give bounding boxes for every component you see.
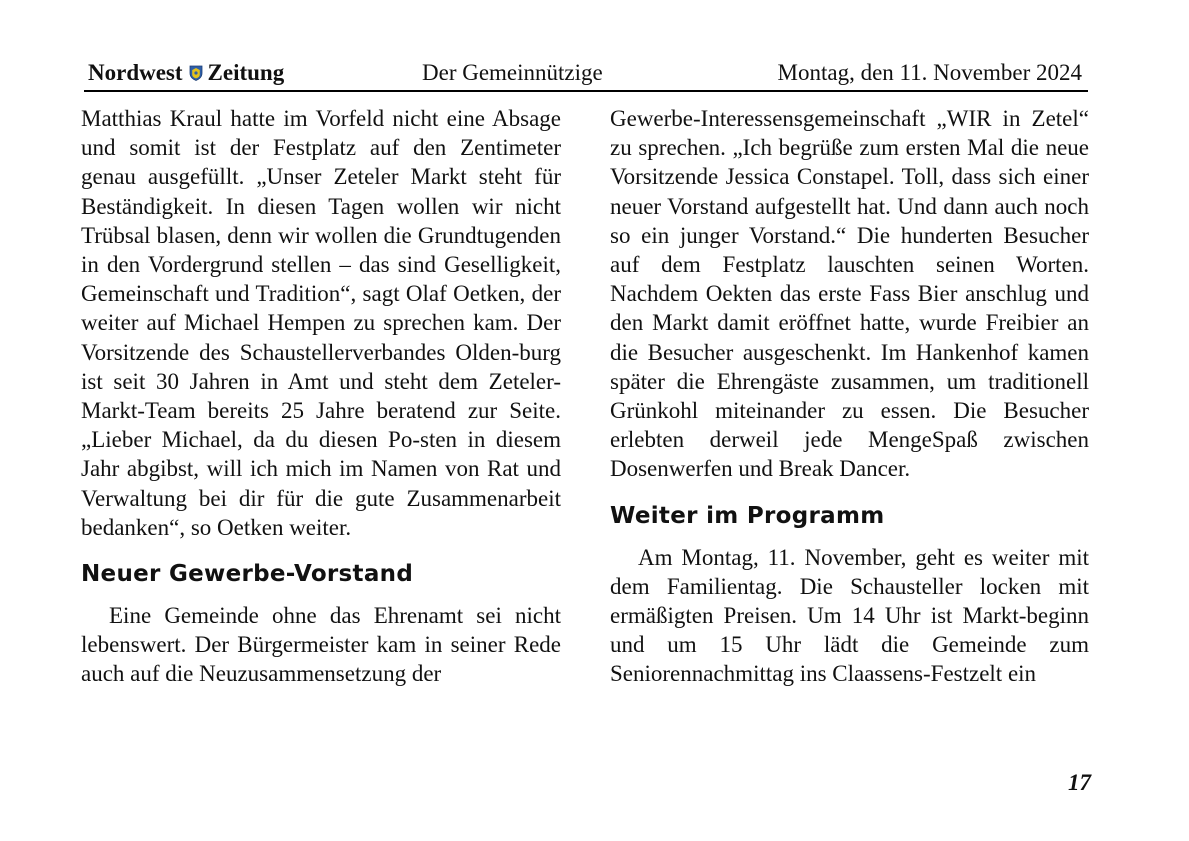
coat-of-arms-icon bbox=[189, 65, 203, 81]
section-title: Der Gemeinnützige bbox=[422, 60, 603, 85]
masthead bbox=[88, 60, 284, 86]
masthead-name-part2: Zeitung bbox=[207, 60, 285, 85]
article-paragraph: Am Montag, 11. November, geht es weiter mit dem Familientag. Die Schausteller locken mit ermäßigten Preisen. Um 14 Uhr ist Markt-beginn und um 15 Uhr lädt die Gemeinde zum Seniorennachmittag ins Claassens-Festzelt ein bbox=[610, 544, 1089, 687]
section-heading: Weiter im Programm bbox=[610, 502, 885, 529]
page-number: 17 bbox=[1068, 770, 1091, 795]
page-header bbox=[84, 56, 1088, 92]
masthead-name-part1: Nordwest bbox=[88, 60, 183, 85]
left-column bbox=[81, 104, 561, 689]
issue-date: Montag, den 11. November 2024 bbox=[777, 60, 1082, 85]
article-paragraph: Matthias Kraul hatte im Vorfeld nicht eine Absage und somit ist der Festplatz auf den Zentimeter genau ausgefüllt. „Unser Zeteler Markt steht für Beständigkeit. In diesen Tagen wollen wir nicht Trübsal blasen, denn wir wollen die Grundtugenden in den Vordergrund stellen – das sind Geselligkeit, Gemeinschaft und Tradition“, sagt Olaf Oetken, der weiter auf Michael Hempen zu sprechen kam. Der Vorsitzende des Schaustellerverbandes Olden-burg ist seit 30 Jahren in Amt und steht dem Zeteler-Markt-Team bereits 25 Jahre beratend zur Seite. „Lieber Michael, da du diesen Po-sten in diesem Jahr abgibst, will ich mich im Namen von Rat und Verwaltung bei dir für die gute Zusammenarbeit bedanken“, so Oetken weiter. bbox=[81, 106, 561, 540]
article-paragraph: Gewerbe-Interessensgemeinschaft „WIR in Zetel“ zu sprechen. „Ich begrüße zum ersten Mal die neue Vorsitzende Jessica Constapel. Toll, dass sich einer neuer Vorstand aufgestellt hat. Und dann auch noch so ein junger Vorstand.“ Die hunderten Besucher auf dem Festplatz lauschten seinen Worten. Nachdem Oekten das erste Fass Bier anschlug und den Markt damit eröffnet hatte, wurde Freibier an die Besucher ausgeschenkt. Im Hankenhof kamen später die Ehrengäste zusammen, um traditionell Grünkohl miteinander zu essen. Die Besucher erlebten derweil jede MengeSpaß zwischen Dosenwerfen und Break Dancer. bbox=[610, 106, 1089, 482]
article-paragraph: Eine Gemeinde ohne das Ehrenamt sei nicht lebenswert. Der Bürgermeister kam in seiner Rede auch auf die Neuzusammensetzung der bbox=[81, 603, 561, 687]
right-column bbox=[610, 104, 1089, 689]
section-heading: Neuer Gewerbe-Vorstand bbox=[81, 561, 414, 588]
